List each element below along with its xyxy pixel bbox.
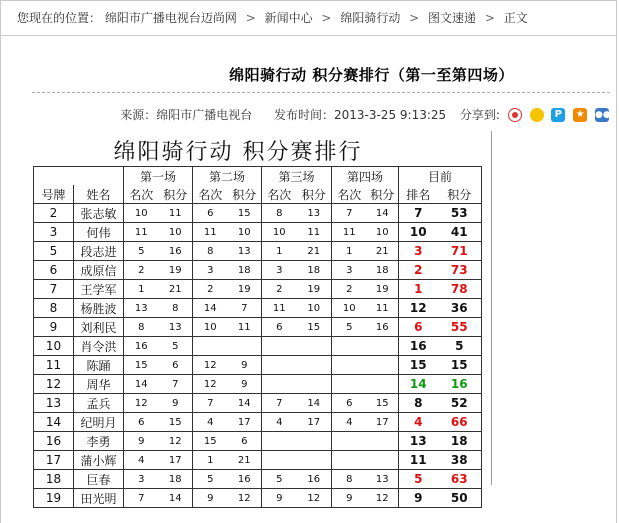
- table-row: [34, 242, 482, 261]
- score-cell: 19: [297, 280, 332, 299]
- score-cell: [297, 356, 332, 375]
- score-cell: 3: [193, 261, 228, 280]
- score-cell: [228, 337, 262, 356]
- current-rank-cell: 14: [399, 375, 438, 394]
- bib-cell: 18: [34, 470, 74, 489]
- current-points-cell: 78: [438, 280, 482, 299]
- current-rank-cell: 16: [399, 337, 438, 356]
- current-points-cell: 38: [438, 451, 482, 470]
- score-cell: 5: [193, 470, 228, 489]
- breadcrumb: [0, 0, 617, 36]
- score-cell: 9: [228, 375, 262, 394]
- score-cell: 7: [124, 489, 159, 508]
- score-cell: 19: [228, 280, 262, 299]
- score-cell: 12: [297, 489, 332, 508]
- score-cell: [262, 375, 297, 394]
- table-row: [34, 318, 482, 337]
- name-cell: 刘利民: [74, 318, 124, 337]
- column-header: 名次: [124, 185, 159, 204]
- current-rank-cell: 9: [399, 489, 438, 508]
- table-row: [34, 489, 482, 508]
- weibo-icon[interactable]: [508, 108, 522, 122]
- score-cell: 9: [124, 432, 159, 451]
- column-header: 名次: [332, 185, 367, 204]
- score-cell: 19: [367, 280, 399, 299]
- breadcrumb-link-news-center[interactable]: 新闻中心: [264, 11, 313, 25]
- score-cell: 5: [262, 470, 297, 489]
- table-row: [34, 280, 482, 299]
- score-cell: [262, 451, 297, 470]
- score-cell: 16: [124, 337, 159, 356]
- score-cell: 11: [297, 223, 332, 242]
- current-rank-cell: 3: [399, 242, 438, 261]
- current-rank-cell: 6: [399, 318, 438, 337]
- score-cell: 7: [332, 204, 367, 223]
- breadcrumb-link-home[interactable]: 绵阳市广播电视台迈尚网: [104, 11, 237, 25]
- breadcrumb-prefix: 您现在的位置：: [17, 11, 102, 25]
- table-row: [34, 394, 482, 413]
- column-header: 积分: [438, 185, 482, 204]
- score-cell: 1: [262, 242, 297, 261]
- score-cell: [332, 375, 367, 394]
- current-points-cell: 18: [438, 432, 482, 451]
- table-row: [34, 223, 482, 242]
- current-points-cell: 5: [438, 337, 482, 356]
- column-header: 名次: [262, 185, 297, 204]
- score-cell: [367, 432, 399, 451]
- bib-cell: 8: [34, 299, 74, 318]
- column-header: 名次: [193, 185, 228, 204]
- score-cell: 6: [228, 432, 262, 451]
- column-header: 积分: [297, 185, 332, 204]
- score-cell: 15: [297, 318, 332, 337]
- score-cell: 6: [262, 318, 297, 337]
- score-cell: 11: [124, 223, 159, 242]
- score-cell: 3: [332, 261, 367, 280]
- column-header: 号牌: [34, 185, 74, 204]
- table-row: [34, 261, 482, 280]
- current-points-cell: 73: [438, 261, 482, 280]
- score-cell: 17: [159, 451, 193, 470]
- name-cell: 孟兵: [74, 394, 124, 413]
- name-cell: 田光明: [74, 489, 124, 508]
- score-cell: 15: [228, 204, 262, 223]
- column-header: 积分: [228, 185, 262, 204]
- table-row: [34, 451, 482, 470]
- current-rank-cell: 2: [399, 261, 438, 280]
- score-cell: 7: [159, 375, 193, 394]
- current-points-cell: 36: [438, 299, 482, 318]
- name-cell: 何伟: [74, 223, 124, 242]
- score-cell: 14: [367, 204, 399, 223]
- table-row: [34, 375, 482, 394]
- score-cell: 5: [124, 242, 159, 261]
- group-header: 第三场: [262, 167, 332, 186]
- score-cell: 13: [159, 318, 193, 337]
- score-cell: 12: [193, 356, 228, 375]
- bib-cell: 19: [34, 489, 74, 508]
- bib-cell: 9: [34, 318, 74, 337]
- ranking-image: [33, 131, 492, 506]
- score-cell: [262, 432, 297, 451]
- current-points-cell: 15: [438, 356, 482, 375]
- score-cell: 8: [332, 470, 367, 489]
- score-cell: 15: [124, 356, 159, 375]
- score-cell: [332, 337, 367, 356]
- score-cell: 17: [297, 413, 332, 432]
- score-cell: 17: [228, 413, 262, 432]
- score-cell: 13: [124, 299, 159, 318]
- score-cell: 4: [193, 413, 228, 432]
- score-cell: [297, 337, 332, 356]
- score-cell: 18: [228, 261, 262, 280]
- score-cell: 10: [262, 223, 297, 242]
- score-cell: 10: [193, 318, 228, 337]
- group-header: 第二场: [193, 167, 262, 186]
- name-cell: 杨胜波: [74, 299, 124, 318]
- current-rank-cell: 4: [399, 413, 438, 432]
- score-cell: 14: [159, 489, 193, 508]
- article-source: 来源：绵阳市广播电视台: [120, 108, 253, 122]
- current-rank-cell: 11: [399, 451, 438, 470]
- name-cell: 李勇: [74, 432, 124, 451]
- current-points-cell: 55: [438, 318, 482, 337]
- ranking-title: 绵阳骑行动 积分赛排行: [113, 140, 363, 165]
- score-cell: 16: [367, 318, 399, 337]
- score-cell: 5: [159, 337, 193, 356]
- score-cell: 11: [332, 223, 367, 242]
- score-cell: 10: [367, 223, 399, 242]
- score-cell: 14: [124, 375, 159, 394]
- table-row: [34, 432, 482, 451]
- breadcrumb-link-cycling[interactable]: 绵阳骑行动: [340, 11, 401, 25]
- star-icon[interactable]: ★: [573, 108, 587, 122]
- table-row: [34, 356, 482, 375]
- table-row: [34, 204, 482, 223]
- score-cell: 1: [193, 451, 228, 470]
- current-rank-cell: 10: [399, 223, 438, 242]
- score-cell: 8: [262, 204, 297, 223]
- breadcrumb-current: 正文: [503, 11, 528, 25]
- score-cell: 10: [297, 299, 332, 318]
- current-points-cell: 71: [438, 242, 482, 261]
- name-cell: 张志敏: [74, 204, 124, 223]
- score-cell: 6: [193, 204, 228, 223]
- score-cell: [193, 337, 228, 356]
- score-cell: 14: [297, 394, 332, 413]
- people-icon[interactable]: ●●: [595, 109, 611, 120]
- score-cell: 9: [332, 489, 367, 508]
- group-header: 第一场: [124, 167, 193, 186]
- header-row-groups: [34, 167, 482, 186]
- score-cell: 11: [228, 318, 262, 337]
- score-cell: 7: [193, 394, 228, 413]
- score-cell: 12: [159, 432, 193, 451]
- bib-cell: 16: [34, 432, 74, 451]
- score-cell: 9: [228, 356, 262, 375]
- score-cell: 8: [124, 318, 159, 337]
- current-rank-cell: 8: [399, 394, 438, 413]
- header-blank: [34, 167, 124, 186]
- score-cell: 21: [159, 280, 193, 299]
- score-cell: 10: [159, 223, 193, 242]
- score-cell: 15: [159, 413, 193, 432]
- name-cell: 成原信: [74, 261, 124, 280]
- score-cell: 5: [332, 318, 367, 337]
- name-cell: 蒲小辉: [74, 451, 124, 470]
- score-cell: 2: [193, 280, 228, 299]
- score-cell: 6: [332, 394, 367, 413]
- breadcrumb-link-photo-news[interactable]: 图文速递: [428, 11, 477, 25]
- score-cell: 8: [193, 242, 228, 261]
- score-cell: 9: [193, 489, 228, 508]
- current-rank-cell: 7: [399, 204, 438, 223]
- table-row: [34, 413, 482, 432]
- p-icon[interactable]: P: [551, 108, 565, 122]
- score-cell: 13: [297, 204, 332, 223]
- score-cell: 6: [159, 356, 193, 375]
- score-cell: 13: [367, 470, 399, 489]
- name-cell: 周华: [74, 375, 124, 394]
- face-icon[interactable]: [530, 108, 544, 122]
- current-points-cell: 50: [438, 489, 482, 508]
- score-cell: 6: [124, 413, 159, 432]
- score-cell: 4: [124, 451, 159, 470]
- score-cell: 10: [332, 299, 367, 318]
- score-cell: [262, 356, 297, 375]
- table-row: [34, 337, 482, 356]
- current-rank-cell: 15: [399, 356, 438, 375]
- current-rank-cell: 5: [399, 470, 438, 489]
- score-cell: 17: [367, 413, 399, 432]
- article-meta: [120, 106, 609, 123]
- score-cell: 2: [124, 261, 159, 280]
- score-cell: 16: [159, 242, 193, 261]
- score-cell: 11: [159, 204, 193, 223]
- score-cell: 21: [367, 242, 399, 261]
- score-cell: 11: [193, 223, 228, 242]
- score-cell: 7: [228, 299, 262, 318]
- score-cell: 3: [262, 261, 297, 280]
- bib-cell: 6: [34, 261, 74, 280]
- column-header: 积分: [367, 185, 399, 204]
- breadcrumb-separator: >: [245, 11, 256, 25]
- score-cell: 1: [124, 280, 159, 299]
- score-cell: 10: [228, 223, 262, 242]
- current-rank-cell: 12: [399, 299, 438, 318]
- header-row-columns: [34, 185, 482, 204]
- bib-cell: 14: [34, 413, 74, 432]
- table-row: [34, 299, 482, 318]
- score-cell: 18: [367, 261, 399, 280]
- score-cell: 15: [193, 432, 228, 451]
- score-cell: 11: [262, 299, 297, 318]
- score-cell: [297, 432, 332, 451]
- score-cell: 7: [262, 394, 297, 413]
- score-cell: 13: [228, 242, 262, 261]
- bib-cell: 11: [34, 356, 74, 375]
- breadcrumb-separator: >: [484, 11, 495, 25]
- score-cell: 12: [124, 394, 159, 413]
- score-cell: [332, 451, 367, 470]
- score-cell: 2: [262, 280, 297, 299]
- score-cell: 16: [228, 470, 262, 489]
- score-cell: [332, 432, 367, 451]
- bib-cell: 13: [34, 394, 74, 413]
- score-cell: [367, 375, 399, 394]
- column-header: 排名: [399, 185, 438, 204]
- current-points-cell: 66: [438, 413, 482, 432]
- breadcrumb-separator: >: [409, 11, 420, 25]
- score-cell: 14: [193, 299, 228, 318]
- score-cell: 2: [332, 280, 367, 299]
- name-cell: 巨春: [74, 470, 124, 489]
- ranking-table: [33, 166, 482, 508]
- current-rank-cell: 13: [399, 432, 438, 451]
- breadcrumb-separator: >: [321, 11, 332, 25]
- group-header: 第四场: [332, 167, 399, 186]
- score-cell: 12: [193, 375, 228, 394]
- current-points-cell: 63: [438, 470, 482, 489]
- score-cell: 18: [159, 470, 193, 489]
- share-label: 分享到:: [459, 108, 500, 122]
- bib-cell: 12: [34, 375, 74, 394]
- article-published: 发布时间：2013-3-25 9:13:25: [273, 108, 447, 122]
- column-header: 积分: [159, 185, 193, 204]
- current-rank-cell: 1: [399, 280, 438, 299]
- score-cell: 12: [367, 489, 399, 508]
- score-cell: [332, 356, 367, 375]
- score-cell: [297, 451, 332, 470]
- score-cell: 1: [332, 242, 367, 261]
- score-cell: [367, 337, 399, 356]
- bib-cell: 7: [34, 280, 74, 299]
- score-cell: 18: [297, 261, 332, 280]
- name-cell: 纪明月: [74, 413, 124, 432]
- bib-cell: 5: [34, 242, 74, 261]
- score-cell: [367, 356, 399, 375]
- current-points-cell: 52: [438, 394, 482, 413]
- bib-cell: 17: [34, 451, 74, 470]
- score-cell: 21: [297, 242, 332, 261]
- score-cell: 8: [159, 299, 193, 318]
- score-cell: 4: [262, 413, 297, 432]
- score-cell: 11: [367, 299, 399, 318]
- article-title: 绵阳骑行动 积分赛排行（第一至第四场）: [229, 66, 514, 84]
- score-cell: 9: [159, 394, 193, 413]
- score-cell: 19: [159, 261, 193, 280]
- name-cell: 段志进: [74, 242, 124, 261]
- score-cell: [367, 451, 399, 470]
- score-cell: 15: [367, 394, 399, 413]
- bib-cell: 10: [34, 337, 74, 356]
- score-cell: 3: [124, 470, 159, 489]
- score-cell: 12: [228, 489, 262, 508]
- group-header: 目前: [399, 167, 482, 186]
- current-points-cell: 41: [438, 223, 482, 242]
- title-divider: [32, 92, 610, 93]
- bib-cell: 3: [34, 223, 74, 242]
- score-cell: [262, 337, 297, 356]
- score-cell: 14: [228, 394, 262, 413]
- current-points-cell: 53: [438, 204, 482, 223]
- name-cell: 肖令洪: [74, 337, 124, 356]
- bib-cell: 2: [34, 204, 74, 223]
- score-cell: [297, 375, 332, 394]
- column-header: 姓名: [74, 185, 124, 204]
- score-cell: 4: [332, 413, 367, 432]
- name-cell: 王学军: [74, 280, 124, 299]
- score-cell: 21: [228, 451, 262, 470]
- score-cell: 10: [124, 204, 159, 223]
- table-row: [34, 470, 482, 489]
- score-cell: 9: [262, 489, 297, 508]
- score-cell: 16: [297, 470, 332, 489]
- current-points-cell: 16: [438, 375, 482, 394]
- name-cell: 陈踊: [74, 356, 124, 375]
